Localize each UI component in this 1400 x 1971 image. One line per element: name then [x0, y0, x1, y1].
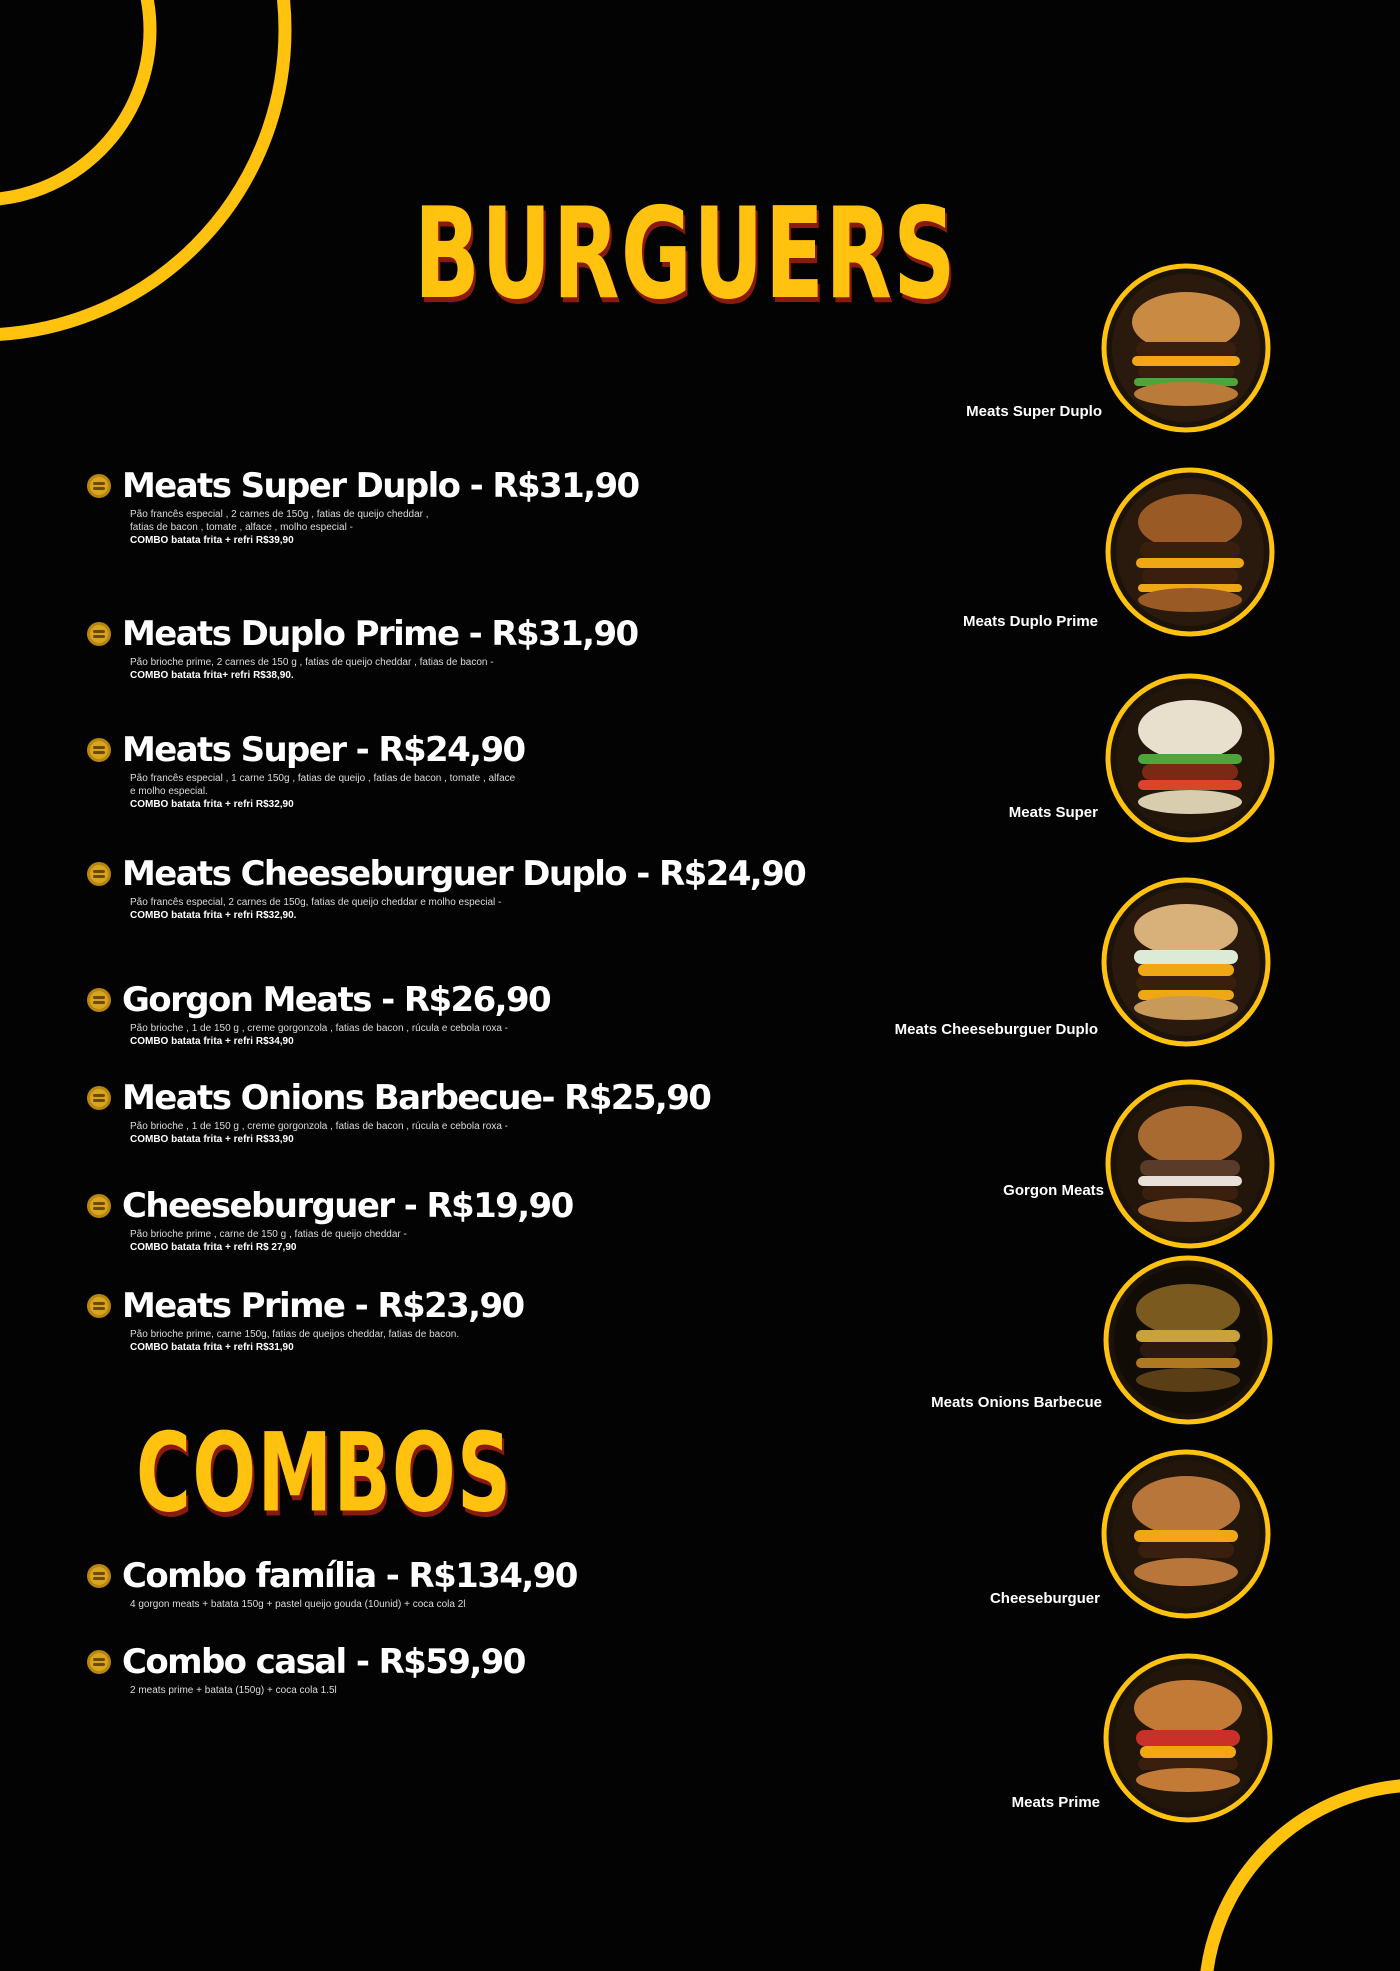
burger-coin-icon: [86, 621, 112, 647]
thumbnail-label: Meats Prime: [1011, 1794, 1100, 1811]
menu-item: [86, 978, 886, 1048]
menu-item: [86, 728, 886, 811]
item-title: Meats Duplo Prime - R$31,90: [122, 614, 638, 654]
combo-price: COMBO batata frita + refri R$33,90: [130, 1134, 294, 1145]
desc-line: Pão brioche , 1 de 150 g , creme gorgonzola , fatias de bacon , rúcula e cebola roxa -: [130, 1023, 509, 1034]
combo-price: COMBO batata frita + refri R$31,90: [130, 1342, 294, 1353]
item-title: Meats Prime - R$23,90: [122, 1286, 524, 1326]
burger-coin-icon: [86, 1193, 112, 1219]
item-description: [130, 1022, 886, 1048]
combo-item: [86, 1554, 886, 1611]
burger-coin-icon: [86, 737, 112, 763]
menu-item: [86, 1284, 886, 1354]
combo-description: 4 gorgon meats + batata 150g + pastel queijo gouda (10unid) + coca cola 2l: [130, 1599, 466, 1610]
combo-item: [86, 1640, 886, 1697]
desc-line: Pão francês especial , 2 carnes de 150g , fatias de queijo cheddar ,: [130, 509, 429, 520]
combo-price: COMBO batata frita + refri R$ 27,90: [130, 1242, 297, 1253]
desc-line: Pão brioche prime, carne 150g, fatias de queijos cheddar, fatias de bacon.: [130, 1329, 460, 1340]
burger-photo-icon: [1104, 1078, 1276, 1250]
item-description: [130, 1120, 886, 1146]
burger-coin-icon: [86, 1649, 112, 1675]
desc-line: Pão brioche prime , carne de 150 g , fatias de queijo cheddar -: [130, 1229, 407, 1240]
burger-photo-icon: [1102, 1652, 1274, 1824]
item-description: [130, 896, 886, 922]
item-description: [130, 508, 886, 547]
item-title: Meats Super - R$24,90: [122, 730, 525, 770]
combos-heading: COMBOS: [136, 1408, 513, 1537]
menu-item: [86, 464, 886, 547]
burgers-heading: BURGUERS: [414, 181, 957, 328]
combo-price: COMBO batata frita+ refri R$38,90.: [130, 670, 294, 681]
item-title: Gorgon Meats - R$26,90: [122, 980, 551, 1020]
menu-item: [86, 852, 886, 922]
burger-photo-icon: [1100, 262, 1272, 434]
burger-coin-icon: [86, 1563, 112, 1589]
item-title: Meats Onions Barbecue- R$25,90: [122, 1078, 711, 1118]
item-description: [130, 772, 886, 811]
burger-photo-icon: [1100, 1448, 1272, 1620]
thumbnail-label: Meats Onions Barbecue: [931, 1394, 1102, 1411]
burger-coin-icon: [86, 473, 112, 499]
burger-coin-icon: [86, 861, 112, 887]
burger-coin-icon: [86, 1085, 112, 1111]
combo-price: COMBO batata frita + refri R$32,90: [130, 799, 294, 810]
menu-item: [86, 612, 886, 682]
combo-price: COMBO batata frita + refri R$39,90: [130, 535, 294, 546]
item-description: [130, 1328, 886, 1354]
thumbnail-label: Meats Super Duplo: [966, 403, 1102, 420]
burger-photo-icon: [1104, 672, 1276, 844]
thumbnail-label: Meats Cheeseburguer Duplo: [894, 1021, 1098, 1038]
item-description: [130, 656, 886, 682]
desc-line: Pão brioche prime, 2 carnes de 150 g , fatias de queijo cheddar , fatias de bacon -: [130, 657, 494, 668]
menu-item: [86, 1184, 886, 1254]
combo-title: Combo casal - R$59,90: [122, 1642, 525, 1682]
item-description: [130, 1228, 886, 1254]
burger-coin-icon: [86, 1293, 112, 1319]
combo-title: Combo família - R$134,90: [122, 1556, 577, 1596]
combo-price: COMBO batata frita + refri R$34,90: [130, 1036, 294, 1047]
burger-photo-icon: [1102, 1254, 1274, 1426]
thumbnail-label: Cheeseburguer: [989, 1590, 1100, 1607]
desc-line: fatias de bacon , tomate , alface , molho especial -: [130, 522, 353, 533]
item-title: Meats Super Duplo - R$31,90: [122, 466, 639, 506]
menu-item: [86, 1076, 886, 1146]
item-title: Meats Cheeseburguer Duplo - R$24,90: [122, 854, 806, 894]
combo-price: COMBO batata frita + refri R$32,90.: [130, 910, 297, 921]
burger-photo-icon: [1100, 876, 1272, 1048]
desc-line: Pão francês especial , 1 carne 150g , fatias de queijo , fatias de bacon , tomate , alface: [130, 773, 516, 784]
burger-coin-icon: [86, 987, 112, 1013]
desc-line: e molho especial.: [130, 786, 208, 797]
desc-line: Pão francês especial, 2 carnes de 150g, fatias de queijo cheddar e molho especial -: [130, 897, 502, 908]
thumbnail-label: Gorgon Meats: [1003, 1182, 1104, 1199]
thumbnail-label: Meats Duplo Prime: [962, 613, 1098, 630]
burger-photo-icon: [1104, 466, 1276, 638]
thumbnail-label: Meats Super: [1008, 804, 1098, 821]
item-title: Cheeseburguer - R$19,90: [122, 1186, 573, 1226]
desc-line: Pão brioche , 1 de 150 g , creme gorgonzola , fatias de bacon , rúcula e cebola roxa -: [130, 1121, 509, 1132]
combo-description: 2 meats prime + batata (150g) + coca cola 1.5l: [130, 1685, 337, 1696]
